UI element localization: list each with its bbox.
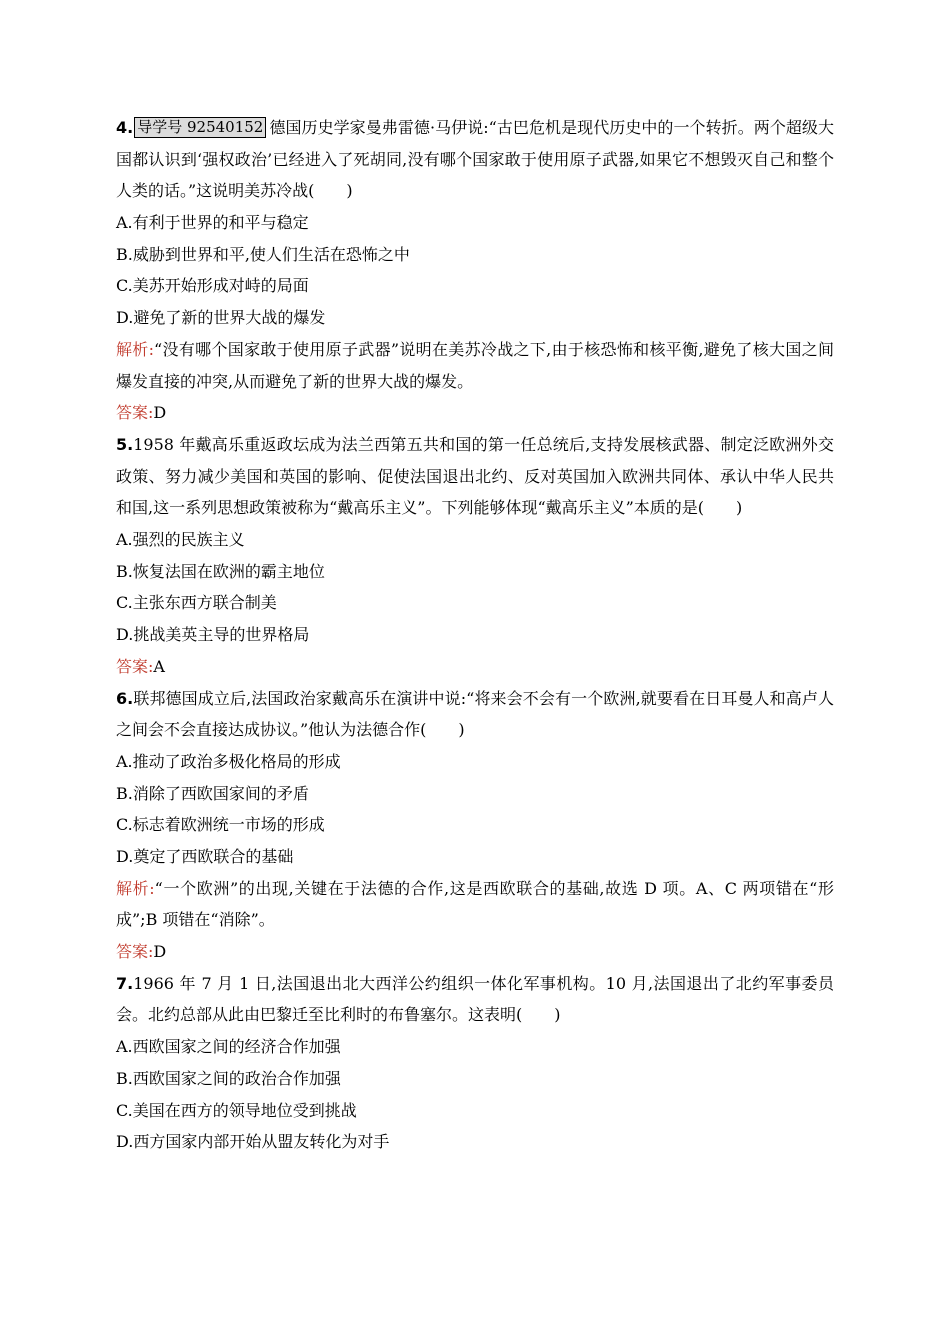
analysis-label: 解析:	[116, 878, 155, 898]
option-a: A.西欧国家之间的经济合作加强	[116, 1037, 341, 1057]
option-c: C.美国在西方的领导地位受到挑战	[116, 1100, 357, 1120]
option-c: C.美苏开始形成对峙的局面	[116, 276, 309, 296]
analysis-label: 解析:	[116, 339, 155, 359]
analysis-text: “没有哪个国家敢于使用原子武器”说明在美苏冷战之下,由于核恐怖和核平衡,避免了核大国之间爆发直接的冲突,从而避免了新的世界大战的爆发。	[116, 339, 834, 391]
question-7	[116, 968, 834, 1158]
stem-text: 1958 年戴高乐重返政坛成为法兰西第五共和国的第一任总统后,支持发展核武器、制定泛欧洲外交政策、努力减少美国和英国的影响、促使法国退出北约、反对英国加入欧洲共同体、承认中华人民共和国,这一系列思想政策被称为“戴高乐主义”。下列能够体现“戴高乐主义”本质的是( )	[116, 434, 834, 518]
option-a: A.强烈的民族主义	[116, 530, 245, 550]
answer	[116, 651, 834, 683]
stem-text: 德国历史学家曼弗雷德·马伊说:“古巴危机是现代历史中的一个转折。两个超级大国都认识到‘强权政治’已经进入了死胡同,没有哪个国家敢于使用原子武器,如果它不想毁灭自己和整个人类的话。”这说明美苏冷战( )	[116, 118, 834, 201]
option-d: D.挑战美英主导的世界格局	[116, 625, 310, 645]
analysis	[116, 873, 834, 936]
answer-value: A	[153, 656, 165, 676]
answer-label: 答案:	[116, 942, 154, 962]
answer	[116, 397, 834, 429]
option-c: C.主张东西方联合制美	[116, 593, 277, 613]
guide-number-tag[interactable]: 导学号 92540152	[134, 117, 266, 138]
option-a: A.有利于世界的和平与稳定	[116, 213, 309, 233]
option-d: D.西方国家内部开始从盟友转化为对手	[116, 1132, 390, 1152]
question-4	[116, 112, 834, 429]
question-6	[116, 683, 834, 968]
stem-text: 1966 年 7 月 1 日,法国退出北大西洋公约组织一体化军事机构。10 月,法国退出了北约军事委员会。北约总部从此由巴黎迁至比利时的布鲁塞尔。这表明( )	[116, 973, 834, 1025]
answer	[116, 936, 834, 968]
answer-value: D	[153, 403, 167, 423]
answer-label: 答案:	[116, 656, 154, 676]
option-b: B.消除了西欧国家间的矛盾	[116, 783, 309, 803]
option-c: C.标志着欧洲统一市场的形成	[116, 815, 325, 835]
analysis-text: “一个欧洲”的出现,关键在于法德的合作,这是西欧联合的基础,故选 D 项。A、C 两项错在“形成”;B 项错在“消除”。	[116, 878, 834, 930]
stem-text: 联邦德国成立后,法国政治家戴高乐在演讲中说:“将来会不会有一个欧洲,就要看在日耳曼人和高卢人之间会不会直接达成协议。”他认为法德合作( )	[116, 688, 834, 740]
answer-label: 答案:	[116, 403, 154, 423]
option-b: B.西欧国家之间的政治合作加强	[116, 1068, 341, 1088]
option-d: D.避免了新的世界大战的爆发	[116, 308, 326, 328]
option-b: B.威胁到世界和平,使人们生活在恐怖之中	[116, 244, 410, 264]
question-stem	[116, 429, 834, 524]
option-b: B.恢复法国在欧洲的霸主地位	[116, 561, 325, 581]
question-number: 5.	[116, 434, 134, 454]
answer-value: D	[153, 942, 167, 962]
option-d: D.奠定了西欧联合的基础	[116, 846, 294, 866]
question-number: 6.	[116, 688, 134, 708]
question-stem	[116, 968, 834, 1031]
question-stem	[116, 112, 834, 207]
option-a: A.推动了政治多极化格局的形成	[116, 751, 341, 771]
question-number: 4.	[116, 118, 134, 137]
question-stem	[116, 683, 834, 746]
question-number: 7.	[116, 973, 134, 993]
question-5	[116, 429, 834, 683]
analysis	[116, 334, 834, 397]
document-page	[116, 112, 834, 1158]
